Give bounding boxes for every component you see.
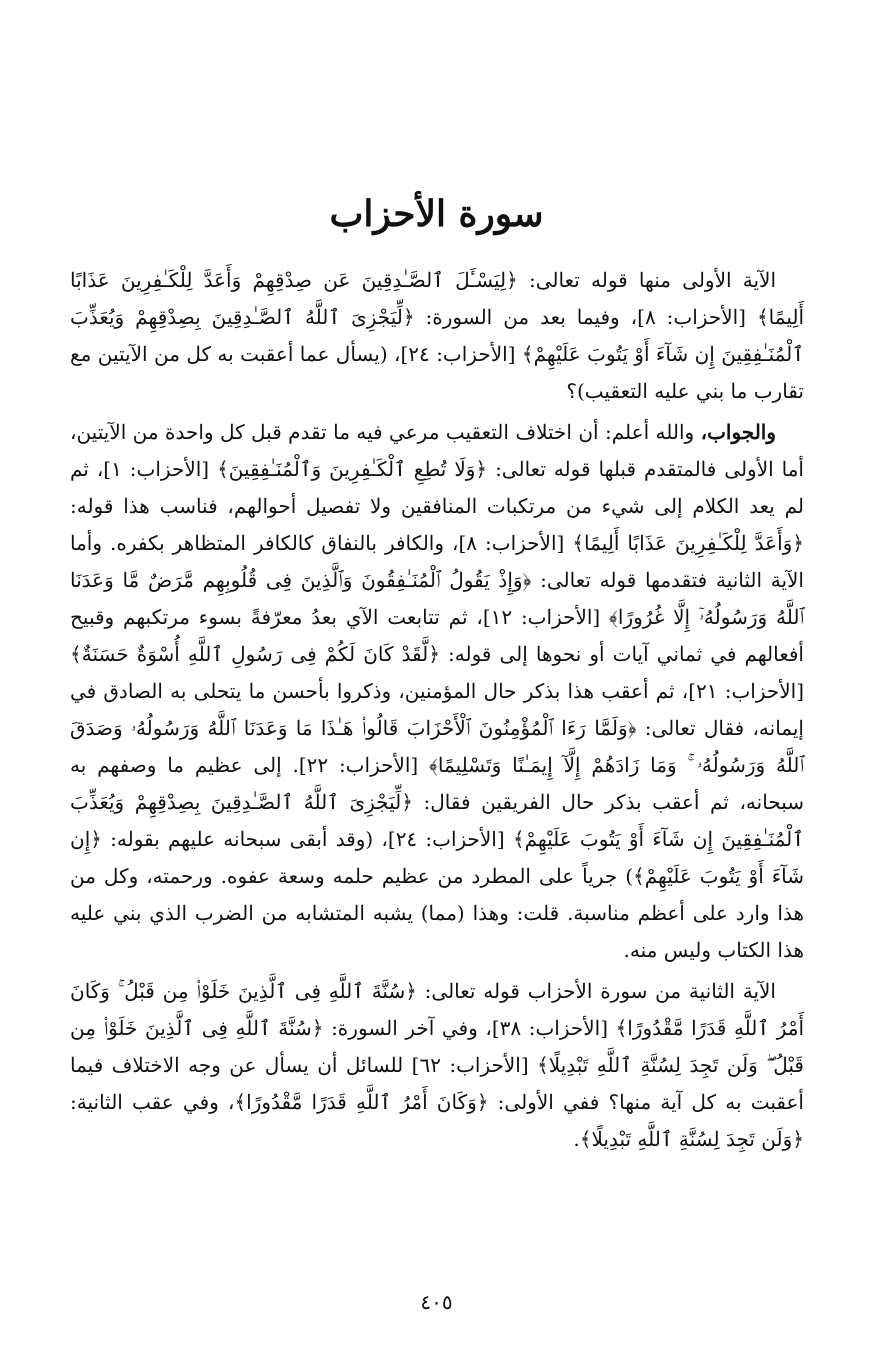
paragraph-question-1: الآية الأولى منها قوله تعالى: ﴿لِيَسْـَٔلَ ٱلصَّـٰدِقِينَ عَن صِدْقِهِمْ وَأَعَدَّ لِلْكَـٰفِرِينَ عَذَابًا أَلِيمًا﴾ [الأحزاب: ٨]، وفيما بعد من السورة: ﴿لِّيَجْزِىَ ٱللَّهُ ٱلصَّـٰدِقِينَ بِصِدْقِهِمْ وَيُعَذِّبَ ٱلْمُنَـٰفِقِينَ إِن شَآءَ أَوْ يَتُوبَ عَلَيْهِمْ﴾ [الأحزاب: ٢٤]، (يسأل عما أعقبت به كل من الآيتين مع تقارب ما بني عليه التعقيب)؟ [70, 268, 805, 403]
surah-title: سورة الأحزاب [329, 193, 544, 235]
paragraph-answer-1 [70, 414, 804, 969]
answer-text: والله أعلم: أن اختلاف التعقيب مرعي فيه ما تقدم قبل كل واحدة من الآيتين، أما الأولى فالمتقدم قبلها قوله تعالى: ﴿وَلَا تُطِعِ ٱلْكَـٰفِرِينَ وَٱلْمُنَـٰفِقِينَ﴾ [الأحزاب: ١]، ثم لم يعد الكلام إلى شيء من مرتكبات المنافقين ولا تفصيل أحوالهم، فناسب هذا قوله: ﴿وَأَعَدَّ لِلْكَـٰفِرِينَ عَذَابًا أَلِيمًا﴾ [الأحزاب: ٨]، والكافر بالنفاق كالكافر المتظاهر بكفره. وأما الآية الثانية فتقدمها قوله تعالى: ﴿وَإِذْ يَقُولُ ٱلْمُنَـٰفِقُونَ وَٱلَّذِينَ فِى قُلُوبِهِم مَّرَضٌ مَّا وَعَدَنَا ٱللَّهُ وَرَسُولُهُۥٓ إِلَّا غُرُورًا﴾ [الأحزاب: ١٢]، ثم تتابعت الآي بعدُ معرّفةً بسوء مرتكبهم وقبيح أفعالهم في ثماني آيات أو نحوها إلى قوله: ﴿لَّقَدْ كَانَ لَكُمْ فِى رَسُولِ ٱللَّهِ أُسْوَةٌ حَسَنَةٌ﴾ [الأحزاب: ٢١]، ثم أعقب هذا بذكر حال المؤمنين، وذكروا بأحسن ما يتحلى به الصادق في إيمانه، فقال تعالى: ﴿وَلَمَّا رَءَا ٱلْمُؤْمِنُونَ ٱلْأَحْزَابَ قَالُوا۟ هَـٰذَا مَا وَعَدَنَا ٱللَّهُ وَرَسُولُهُۥ وَصَدَقَ ٱللَّهُ وَرَسُولُهُۥ ۚ وَمَا زَادَهُمْ إِلَّآ إِيمَـٰنًا وَتَسْلِيمًا﴾ [الأحزاب: ٢٢]. إلى عظيم ما وصفهم به سبحانه، ثم أعقب بذكر حال الفريقين فقال: ﴿لِّيَجْزِىَ ٱللَّهُ ٱلصَّـٰدِقِينَ بِصِدْقِهِمْ وَيُعَذِّبَ ٱلْمُنَـٰفِقِينَ إِن شَآءَ أَوْ يَتُوبَ عَلَيْهِمْ﴾ [الأحزاب: ٢٤]، (وقد أبقى سبحانه عليهم بقوله: ﴿إِن شَآءَ أَوْ يَتُوبَ عَلَيْهِمْ﴾) جرياً على المطرد من عظيم حلمه وسعة عفوه. ورحمته، وكل من هذا وارد على أعظم مناسبة. قلت: وهذا (مما) يشبه المتشابه من الضرب الذي بني عليه هذا الكتاب وليس منه. [70, 420, 805, 962]
paragraph-question-2: الآية الثانية من سورة الأحزاب قوله تعالى: ﴿سُنَّةَ ٱللَّهِ فِى ٱلَّذِينَ خَلَوْا۟ مِن قَبْلُ ۚ وَكَانَ أَمْرُ ٱللَّهِ قَدَرًا مَّقْدُورًا﴾ [الأحزاب: ٣٨]، وفي آخر السورة: ﴿سُنَّةَ ٱللَّهِ فِى ٱلَّذِينَ خَلَوْا۟ مِن قَبْلُ ۖ وَلَن تَجِدَ لِسُنَّةِ ٱللَّهِ تَبْدِيلًا﴾ [الأحزاب: ٦٢] للسائل أن يسأل عن وجه الاختلاف فيما أعقبت به كل آية منها؟ ففي الأولى: ﴿وَكَانَ أَمْرُ ٱللَّهِ قَدَرًا مَّقْدُورًا﴾، وفي عقب الثانية: ﴿وَلَن تَجِدَ لِسُنَّةِ ٱللَّهِ تَبْدِيلًا﴾. [70, 979, 804, 1151]
answer-lead-word: والجواب، [700, 420, 776, 444]
page-body [70, 262, 804, 1162]
page-number: ٤٠٥ [420, 1290, 453, 1314]
